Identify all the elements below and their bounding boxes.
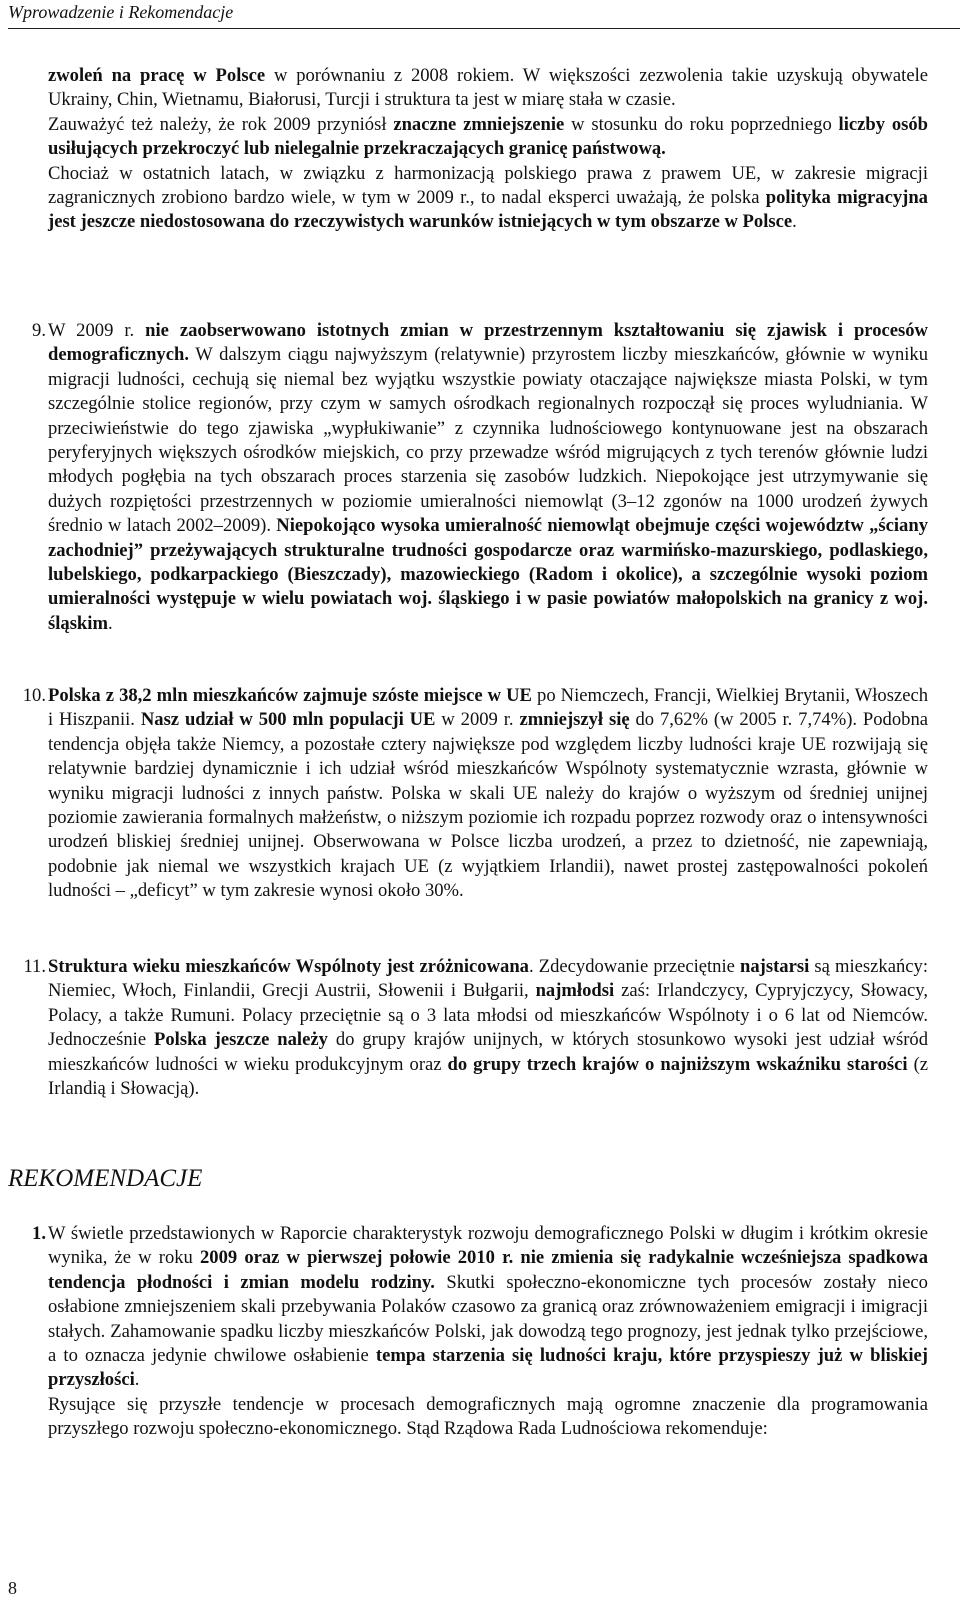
section-heading: REKOMENDACJE bbox=[8, 1165, 203, 1192]
running-header-title: Wprowadzenie i Rekomendacje bbox=[8, 2, 234, 22]
text-run: po Niemczech, Francji, Wielkiej Brytanii, Włoszech i Hiszpanii. bbox=[48, 685, 928, 731]
text-run: (z Irlandią i Słowacją). bbox=[48, 1053, 929, 1100]
text-run: . bbox=[792, 211, 797, 233]
page-number: 8 bbox=[8, 1578, 17, 1598]
bold-text-run: zmniejszył się bbox=[519, 709, 630, 731]
text-run: zaś: Irlandczycy, Cypryjczycy, Słowacy, Polacy, a także Rumuni. Polacy przeciętnie są o 3 lata młodsi od mieszkańców Wspólnoty i o 6 lat od Niemców. Jednocześnie bbox=[48, 980, 928, 1051]
intro-paragraph-3 bbox=[48, 162, 928, 235]
text-run: Zauważyć też należy, że rok 2009 przyniósł bbox=[48, 113, 394, 135]
recommendation-paragraph-2 bbox=[48, 1393, 928, 1442]
text-run: Rysujące się przyszłe tendencje w procesach demograficznych mają ogromne znaczenie dla programowania przyszłego rozwoju społeczno-ekonomicznego. Stąd Rządowa Rada Ludnościowa rekomenduje: bbox=[48, 1393, 928, 1440]
text-run: . bbox=[107, 612, 113, 634]
text-run: w 2009 r. bbox=[435, 709, 520, 731]
list-item-number: 9. bbox=[32, 320, 46, 341]
text-run: są mieszkańcy: Niemiec, Włoch, Finlandii, Grecji Austrii, Słowenii i Bułgarii, bbox=[48, 956, 928, 1002]
bold-text-run: polityka migracyjna jest jeszcze niedostosowana do rzeczywistych warunków istniejących w tym obszarze w Polsce bbox=[48, 187, 928, 233]
text-run: Skutki społeczno-ekonomiczne tych procesów zostały nieco osłabione zmniejszeniem skali przebywania Polaków czasowo za granicą oraz zrównoważeniem emigracji i imigracji stałych. Zahamowanie spadku liczby mieszkańców Polski, jak dowodzą tego prognozy, jest jednak tylko przejściowe, a to oznacza jedynie chwilowe osłabienie bbox=[48, 1271, 928, 1367]
bold-text-run: Nasz udział w 500 mln populacji UE bbox=[140, 709, 436, 731]
bold-text-run: znaczne zmniejszenie bbox=[393, 113, 565, 135]
list-item-10 bbox=[22, 684, 928, 904]
bold-text-run: Struktura wieku mieszkańców Wspólnoty jest zróżnicowana bbox=[48, 956, 529, 977]
list-item-text bbox=[48, 319, 928, 636]
header-divider bbox=[8, 28, 960, 29]
bold-text-run: najstarsi bbox=[740, 956, 810, 977]
text-run: do grupy krajów unijnych, w których stosunkowo wysoki jest udział wśród mieszkańców ludności w wieku produkcyjnym oraz bbox=[48, 1029, 928, 1075]
list-item-text bbox=[48, 955, 928, 1101]
bold-text-run: 2009 oraz w pierwszej połowie 2010 r. nie zmienia się radykalnie wcześniejsza spadkowa tendencja płodności i zmian modelu rodziny. bbox=[48, 1247, 928, 1293]
list-item-9 bbox=[32, 319, 928, 636]
text-run: do 7,62% (w 2005 r. 7,74%). Podobna tendencja objęła także Niemcy, a pozostałe cztery największe pod względem liczby ludności kraje UE rozwijają się relatywnie bardziej dynamicznie i ich udział wśród mieszkańców Wspólnoty systematycznie wzrasta, głównie w wyniku migracji ludności z innych państw. Polska w skali UE należy do krajów o wyższym od średniej unijnej poziomie zawierania formalnych małżeństw, o niższym poziomie ich rozpadu poprzez rozwody oraz o intensywności urodzeń bliskiej średniej unijnej. Obserwowana w Polsce liczba urodzeń, a przez to dzietność, nie zapewniają, podobnie jak niemal we wszystkich krajach UE (z wyjątkiem Irlandii), nawet prostej zastępowalności pokoleń ludności – „deficyt” w tym zakresie wynosi około 30%. bbox=[48, 709, 928, 902]
bold-text-run: Polska z 38,2 mln mieszkańców zajmuje szóste miejsce w UE bbox=[48, 685, 532, 706]
text-run: w porównaniu z 2008 rokiem. W większości zezwolenia takie uzyskują obywatele Ukrainy, Chin, Wietnamu, Białorusi, Turcji i struktura ta jest w miarę stała w czasie. bbox=[48, 65, 929, 111]
list-item-number: 10. bbox=[22, 685, 46, 706]
intro-section bbox=[48, 64, 928, 235]
bold-text-run: nie zaobserwowano istotnych zmian w przestrzennym kształtowaniu się zjawisk i procesów demograficznych. bbox=[48, 320, 928, 366]
bold-text-run: tempa starzenia się ludności kraju, które przyspieszy już w bliskiej przyszłości bbox=[48, 1345, 928, 1391]
bold-text-run: najmłodsi bbox=[535, 980, 615, 1002]
text-run: W świetle przedstawionych w Raporcie charakterystyk rozwoju demograficznego Polski w długim i krótkim okresie wynika, że w roku bbox=[48, 1223, 928, 1269]
list-item-number: 11. bbox=[23, 956, 46, 977]
text-run: Chociaż w ostatnich latach, w związku z harmonizacją polskiego prawa z prawem UE, w zakresie migracji zagranicznych zrobiono bardzo wiele, w tym w 2009 r. bbox=[48, 162, 928, 209]
recommendation-paragraph-1 bbox=[48, 1222, 928, 1393]
text-run: , to nadal eksperci uważają, że polska bbox=[469, 187, 766, 209]
bold-text-run: do grupy trzech krajów o najniższym wskaźniku starości bbox=[447, 1053, 908, 1075]
text-run: w stosunku do roku poprzedniego bbox=[564, 113, 839, 135]
list-item-11 bbox=[23, 955, 929, 1101]
intro-paragraph-1 bbox=[48, 64, 928, 113]
text-run: W 2009 r. bbox=[48, 320, 146, 341]
page-header bbox=[0, 0, 960, 30]
bold-text-run: liczby osób usiłujących przekroczyć lub nielegalnie przekraczających granicę państwową. bbox=[48, 113, 928, 160]
text-run: W dalszym ciągu najwyższym (relatywnie) przyrostem liczby mieszkańców, głównie w wyniku migracji ludności, cechują się niemal bez wyjątku wszystkie powiaty otaczające największe miasta Polski, w tym szczególnie stolice regionów, przy czym w samych ośrodkach regionalnych rozpoczął się proces wyludniania. W przeciwieństwie do tego zjawiska „wypłukiwanie” z czynnika ludnościowego kontynuowane jest na obszarach peryferyjnych większych ośrodków miejskich, co przy przewadze wśród migrujących z tych terenów głównie ludzi młodych pogłębia na tych obszarach proces starzenia się zasobów ludzkich. Niepokojące jest utrzymywanie się dużych rozpiętości przestrzennych w poziomie umieralności niemowląt (3–12 zgonów na 1000 urodzeń żywych średnio w latach 2002–2009). bbox=[48, 344, 928, 537]
recommendation-number: 1. bbox=[32, 1223, 46, 1244]
recommendation-item-1 bbox=[32, 1222, 928, 1442]
text-run: . Zdecydowanie przeciętnie bbox=[528, 956, 741, 977]
text-run: . bbox=[134, 1369, 140, 1391]
bold-text-run: zwoleń na pracę w Polsce bbox=[48, 65, 266, 86]
bold-text-run: Polska jeszcze należy bbox=[154, 1029, 328, 1051]
intro-paragraph-2 bbox=[48, 113, 928, 162]
list-item-text bbox=[48, 684, 928, 904]
bold-text-run: Niepokojąco wysoka umieralność niemowląt obejmuje części województw „ściany zachodniej” przeżywających strukturalne trudności gospodarcze oraz warmińsko-mazurskiego, podlaskiego, lubelskiego, podkarpackiego (Bieszczady), mazowieckiego (Radom i okolice), a szczególnie wysoki poziom umieralności występuje w wielu powiatach woj. śląskiego i w pasie powiatów małopolskich na granicy z woj. śląskim bbox=[48, 515, 928, 634]
